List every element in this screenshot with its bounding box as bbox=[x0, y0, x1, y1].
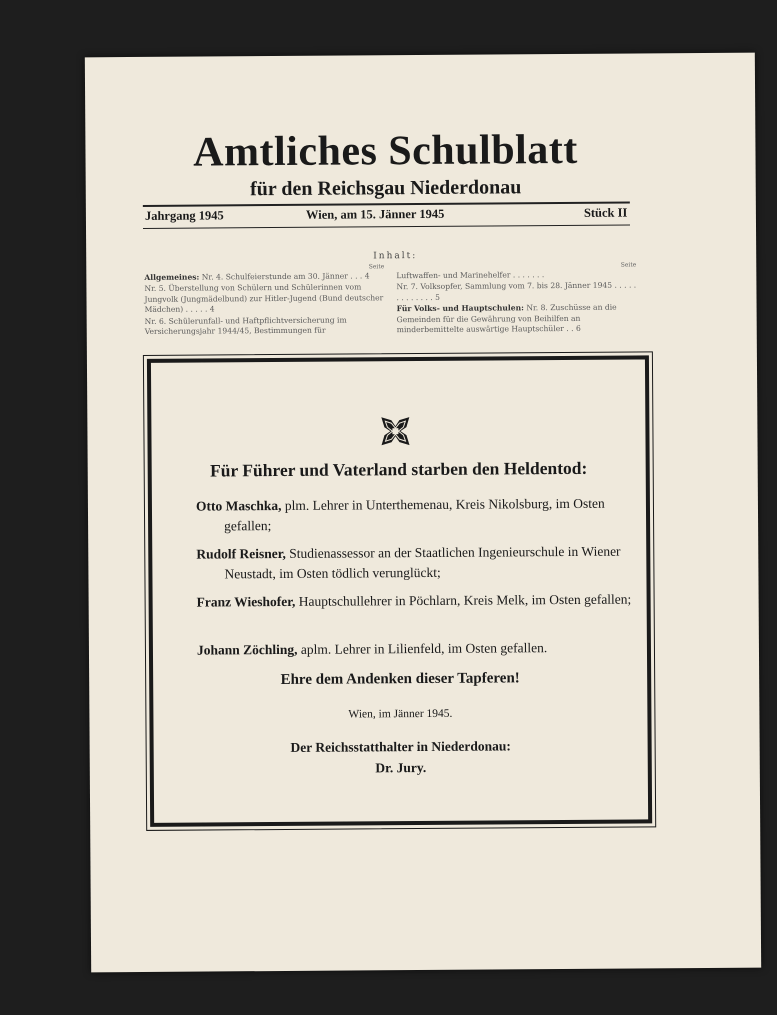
header-rule-bottom bbox=[143, 225, 630, 229]
page-title: Amtliches Schulblatt bbox=[193, 126, 578, 176]
contents-item: Nr. 7. Volksopfer, Sammlung vom 7. bis 28. Jänner 1945 . . . . . . . . . . . . . 5 bbox=[396, 280, 637, 302]
iron-cross-icon bbox=[378, 414, 412, 448]
memorial-frame bbox=[147, 355, 652, 826]
place-date: Wien, im Jänner 1945. bbox=[348, 707, 453, 721]
memorial-entry: Otto Maschka, plm. Lehrer in Unterthemenau, Kreis Nikolsburg, im Osten gefallen; bbox=[195, 495, 605, 534]
contents-item: Für Volks- und Hauptschulen: Nr. 8. Zuschüsse an die Gemeinden für die Gewährung von Beihilfen an minderbemittelte auswärtige Hauptschüler . . 6 bbox=[396, 302, 617, 335]
year-label: Jahrgang 1945 bbox=[144, 208, 224, 223]
contents-item: Nr. 6. Schülerunfall- und Haftpflichtversicherung im Versicherungsjahr 1944/45, Bestimmungen für bbox=[144, 315, 347, 336]
honor-line: Ehre dem Andenken dieser Tapferen! bbox=[280, 670, 520, 688]
memorial-entry: Rudolf Reisner, Studienassessor an der Staatlichen Ingenieurschule in Wiener Neustadt, im Osten tödlich verunglückt; bbox=[196, 543, 621, 582]
signatory-title: Der Reichsstatthalter in Niederdonau: bbox=[290, 738, 511, 755]
page-column-label: Seite bbox=[368, 263, 385, 271]
document-page bbox=[85, 53, 761, 973]
contents-item: Allgemeines: Nr. 4. Schulfeierstunde am 30. Jänner . . . 4 bbox=[144, 270, 370, 282]
contents-item: Luftwaffen- und Marinehelfer . . . . . . . bbox=[396, 269, 545, 280]
contents-right-column bbox=[396, 261, 637, 337]
memorial-heading: Für Führer und Vaterland starben den Heldentod: bbox=[209, 457, 588, 481]
memorial-entry: Johann Zöchling, aplm. Lehrer in Lilienfeld, im Osten gefallen. bbox=[196, 640, 548, 658]
page-subtitle: für den Reichsgau Niederdonau bbox=[249, 176, 522, 201]
contents-title: Inhalt: bbox=[373, 251, 418, 262]
contents-item: Nr. 5. Überstellung von Schülern und Schülerinnen vom Jungvolk (Jungmädelbund) zur Hitler-Jugend (Bund deutscher Mädchen) . . . . . 4 bbox=[144, 282, 384, 314]
memorial-entry: Franz Wieshofer, Hauptschullehrer in Pöchlarn, Kreis Melk, im Osten gefallen; bbox=[196, 591, 632, 610]
contents-left-column bbox=[144, 262, 385, 338]
issue-date: Wien, am 15. Jänner 1945 bbox=[305, 206, 445, 222]
signatory-name: Dr. Jury. bbox=[375, 759, 427, 776]
issue-number: Stück II bbox=[583, 205, 628, 220]
page-column-label: Seite bbox=[620, 261, 637, 269]
header-rule-top bbox=[143, 202, 630, 207]
